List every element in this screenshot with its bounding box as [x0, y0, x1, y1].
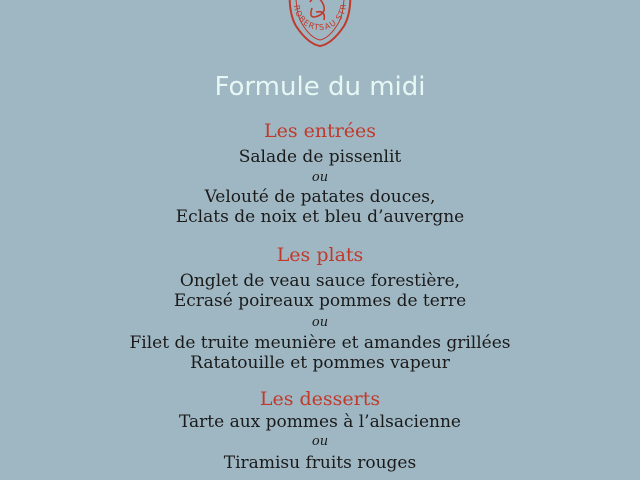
dish-dessert-2: Tiramisu fruits rouges: [223, 453, 417, 473]
or-separator-plats: ou: [311, 315, 329, 330]
seal-logo-text: ROBERTSAU STR: [291, 3, 349, 33]
dish-entree-1: Salade de pissenlit: [238, 147, 402, 167]
seal-logo-icon: [282, 0, 358, 50]
or-separator-entrees: ou: [311, 170, 329, 185]
section-heading-desserts: Les desserts: [259, 388, 381, 410]
dish-entree-2-line-1: Velouté de patates douces,: [204, 187, 436, 207]
dish-plat-2-line-1: Filet de truite meunière et amandes grillées: [129, 333, 511, 353]
dish-entree-2-line-2: Eclats de noix et bleu d’auvergne: [175, 207, 465, 227]
section-heading-entrees: Les entrées: [263, 120, 377, 142]
dish-plat-1-line-1: Onglet de veau sauce forestière,: [179, 271, 461, 291]
dish-plat-2-line-2: Ratatouille et pommes vapeur: [190, 353, 450, 373]
dish-plat-1-line-2: Ecrasé poireaux pommes de terre: [173, 291, 467, 311]
menu-title: Formule du midi: [214, 72, 426, 102]
or-separator-desserts: ou: [311, 434, 329, 449]
section-heading-plats: Les plats: [276, 244, 364, 266]
dish-dessert-1: Tarte aux pommes à l’alsacienne: [179, 412, 461, 432]
